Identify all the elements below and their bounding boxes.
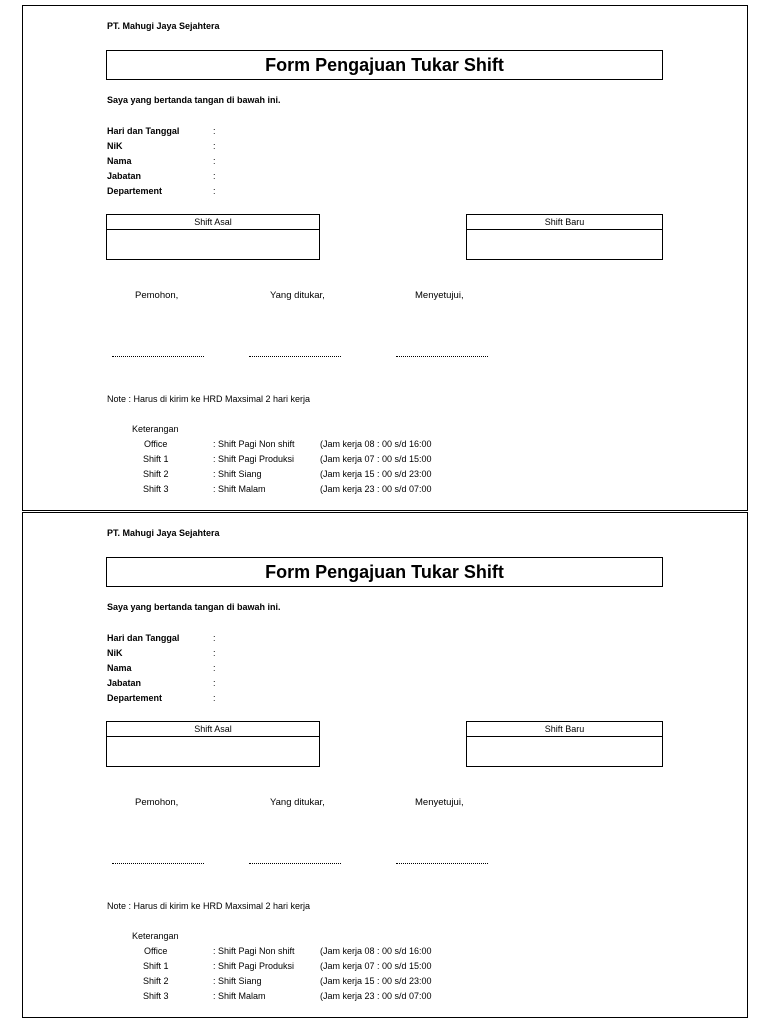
shift-asal-header: Shift Asal: [107, 722, 319, 737]
field-colon: :: [213, 648, 216, 658]
legend-hours: (Jam kerja 07 : 00 s/d 15:00: [320, 961, 432, 971]
field-label-departement: Departement: [107, 186, 163, 196]
signature-line-ditukar: [249, 356, 341, 357]
field-colon: :: [213, 126, 216, 136]
legend-name: Shift 1: [143, 454, 169, 464]
field-colon: :: [213, 186, 216, 196]
signature-label-pemohon: Pemohon,: [135, 290, 179, 301]
field-colon: :: [213, 693, 216, 703]
field-label-nama: Nama: [107, 156, 132, 166]
shift-asal-box: [106, 214, 320, 260]
legend-name: Office: [144, 439, 168, 449]
signature-label-menyetujui: Menyetujui,: [415, 290, 464, 301]
legend-type: : Shift Pagi Produksi: [213, 961, 295, 971]
legend-name: Shift 2: [143, 976, 169, 986]
form-title: Form Pengajuan Tukar Shift: [106, 50, 663, 80]
signature-line-ditukar: [249, 863, 341, 864]
shift-asal-box: [106, 721, 320, 767]
shift-baru-header: Shift Baru: [467, 215, 662, 230]
legend-type: : Shift Siang: [213, 976, 262, 986]
signature-line-pemohon: [112, 863, 204, 864]
signature-label-ditukar: Yang ditukar,: [270, 797, 325, 808]
field-label-jabatan: Jabatan: [107, 678, 142, 688]
field-label-jabatan: Jabatan: [107, 171, 142, 181]
field-colon: :: [213, 678, 216, 688]
legend-type: : Shift Pagi Produksi: [213, 454, 295, 464]
field-colon: :: [213, 141, 216, 151]
form-title: Form Pengajuan Tukar Shift: [106, 557, 663, 587]
keterangan-title: Keterangan: [132, 931, 179, 941]
intro-text: Saya yang bertanda tangan di bawah ini.: [107, 95, 281, 105]
legend-name: Shift 2: [143, 469, 169, 479]
legend-hours: (Jam kerja 23 : 00 s/d 07:00: [320, 991, 432, 1001]
keterangan-title: Keterangan: [132, 424, 179, 434]
form-2: [22, 512, 748, 1018]
intro-text: Saya yang bertanda tangan di bawah ini.: [107, 602, 281, 612]
field-label-nik: NiK: [107, 648, 123, 658]
field-label-hari-tanggal: Hari dan Tanggal: [107, 633, 180, 643]
company-name: PT. Mahugi Jaya Sejahtera: [107, 21, 220, 31]
field-label-nama: Nama: [107, 663, 132, 673]
legend-name: Shift 3: [143, 484, 169, 494]
field-colon: :: [213, 171, 216, 181]
company-name: PT. Mahugi Jaya Sejahtera: [107, 528, 220, 538]
signature-label-menyetujui: Menyetujui,: [415, 797, 464, 808]
shift-asal-header: Shift Asal: [107, 215, 319, 230]
legend-type: : Shift Pagi Non shift: [213, 439, 295, 449]
legend-hours: (Jam kerja 15 : 00 s/d 23:00: [320, 469, 432, 479]
legend-hours: (Jam kerja 08 : 00 s/d 16:00: [320, 946, 432, 956]
shift-baru-header: Shift Baru: [467, 722, 662, 737]
field-label-hari-tanggal: Hari dan Tanggal: [107, 126, 180, 136]
legend-name: Shift 3: [143, 991, 169, 1001]
legend-type: : Shift Malam: [213, 991, 266, 1001]
shift-baru-box: [466, 721, 663, 767]
signature-line-menyetujui: [396, 356, 488, 357]
legend-name: Office: [144, 946, 168, 956]
form-1: [22, 5, 748, 511]
legend-name: Shift 1: [143, 961, 169, 971]
legend-type: : Shift Pagi Non shift: [213, 946, 295, 956]
field-label-nik: NiK: [107, 141, 123, 151]
legend-hours: (Jam kerja 07 : 00 s/d 15:00: [320, 454, 432, 464]
signature-line-menyetujui: [396, 863, 488, 864]
signature-line-pemohon: [112, 356, 204, 357]
note-text: Note : Harus di kirim ke HRD Maxsimal 2 hari kerja: [107, 394, 311, 404]
legend-type: : Shift Siang: [213, 469, 262, 479]
field-colon: :: [213, 633, 216, 643]
legend-type: : Shift Malam: [213, 484, 266, 494]
signature-label-ditukar: Yang ditukar,: [270, 290, 325, 301]
field-label-departement: Departement: [107, 693, 163, 703]
legend-hours: (Jam kerja 15 : 00 s/d 23:00: [320, 976, 432, 986]
legend-hours: (Jam kerja 08 : 00 s/d 16:00: [320, 439, 432, 449]
field-colon: :: [213, 663, 216, 673]
note-text: Note : Harus di kirim ke HRD Maxsimal 2 hari kerja: [107, 901, 311, 911]
shift-baru-box: [466, 214, 663, 260]
legend-hours: (Jam kerja 23 : 00 s/d 07:00: [320, 484, 432, 494]
signature-label-pemohon: Pemohon,: [135, 797, 179, 808]
field-colon: :: [213, 156, 216, 166]
